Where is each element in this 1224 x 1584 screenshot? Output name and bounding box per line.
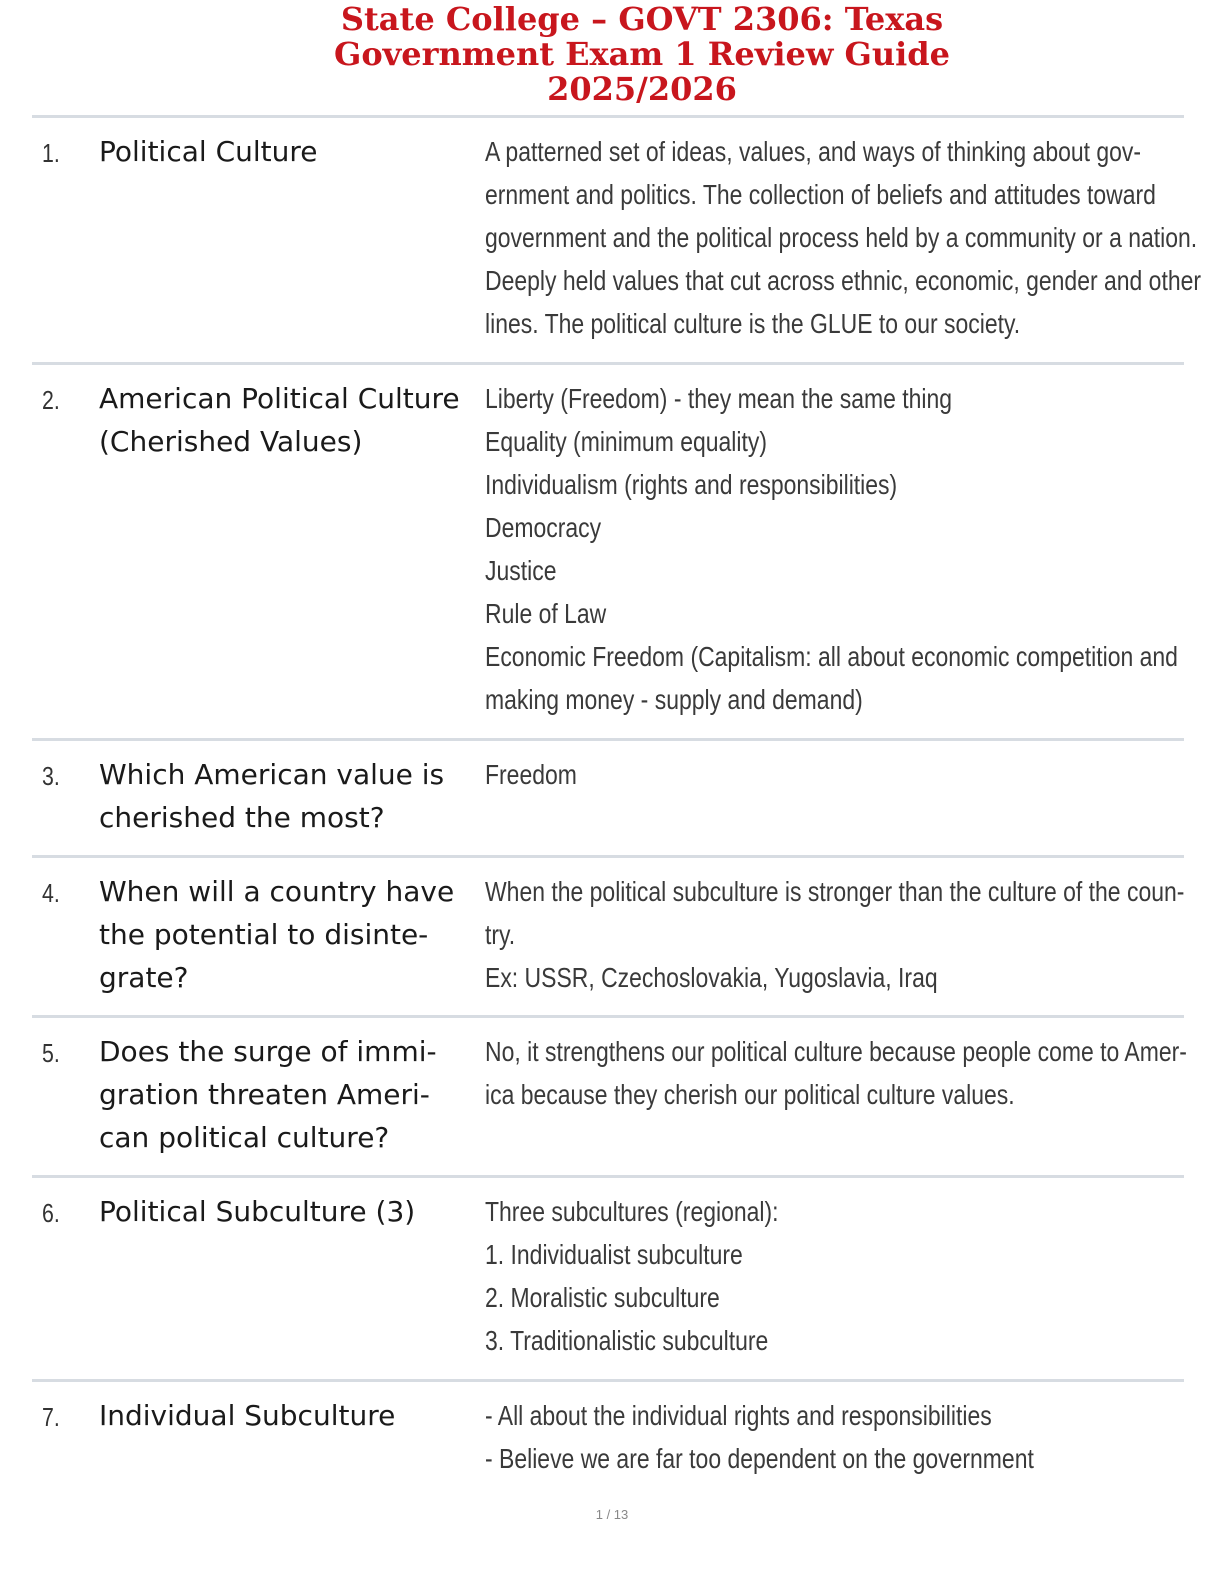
table-row bbox=[32, 1379, 1184, 1489]
definition-cell bbox=[485, 870, 1185, 999]
table-row bbox=[32, 1175, 1184, 1379]
title-line: 2025/2026 bbox=[547, 70, 737, 108]
definition-line: No, it strengthens our political culture because people come to Amer- bbox=[485, 1036, 1187, 1067]
definition-line: 1. Individualist subculture bbox=[485, 1239, 743, 1270]
definition-line: When the political subculture is stronger than the culture of the coun- bbox=[485, 876, 1185, 907]
term-cell bbox=[99, 377, 479, 463]
definition-line: Ex: USSR, Czechoslovakia, Yugoslavia, Iraq bbox=[485, 962, 938, 993]
row-number: 2. bbox=[42, 385, 60, 415]
title-line: Government Exam 1 Review Guide bbox=[334, 35, 950, 73]
row-number: 1. bbox=[42, 138, 60, 168]
term-line: Does the surge of immi- bbox=[99, 1035, 437, 1068]
term-cell bbox=[99, 1190, 479, 1233]
definition-line: try. bbox=[485, 919, 516, 950]
definition-line: Liberty (Freedom) - they mean the same thing bbox=[485, 383, 953, 414]
row-number: 3. bbox=[42, 761, 60, 791]
table-row bbox=[32, 738, 1184, 855]
term-line: cherished the most? bbox=[99, 801, 385, 834]
term-line: Political Culture bbox=[99, 135, 318, 168]
table-row bbox=[32, 1015, 1187, 1175]
table-row bbox=[32, 115, 1202, 362]
term-line: grate? bbox=[99, 961, 189, 994]
definition-line: Justice bbox=[485, 555, 557, 586]
definition-cell bbox=[485, 1030, 1187, 1116]
term-cell bbox=[99, 870, 479, 999]
definition-line: 3. Traditionalistic subculture bbox=[485, 1325, 769, 1356]
definition-line: Freedom bbox=[485, 759, 577, 790]
definition-cell bbox=[485, 377, 1178, 721]
term-cell bbox=[99, 753, 479, 839]
page-title bbox=[0, 2, 1224, 107]
definition-line: making money - supply and demand) bbox=[485, 684, 863, 715]
definition-cell bbox=[485, 130, 1202, 345]
definition-line: - Believe we are far too dependent on the government bbox=[485, 1443, 1034, 1474]
term-line: gration threaten Ameri- bbox=[99, 1078, 430, 1111]
definition-line: Rule of Law bbox=[485, 598, 607, 629]
definition-cell bbox=[485, 753, 1157, 796]
definition-line: 2. Moralistic subculture bbox=[485, 1282, 720, 1313]
table-row bbox=[32, 855, 1184, 1015]
term-cell bbox=[99, 130, 479, 173]
definition-line: Individualism (rights and responsibilities) bbox=[485, 469, 898, 500]
definition-line: government and the political process held by a community or a nation. bbox=[485, 222, 1198, 253]
term-line: Political Subculture (3) bbox=[99, 1195, 416, 1228]
term-cell bbox=[99, 1030, 479, 1159]
row-number: 7. bbox=[42, 1402, 60, 1432]
definition-line: ica because they cherish our political culture values. bbox=[485, 1079, 1015, 1110]
review-table bbox=[32, 115, 1202, 1489]
title-line: State College – GOVT 2306: Texas bbox=[340, 0, 944, 38]
row-number: 4. bbox=[42, 878, 60, 908]
page-indicator: 1 / 13 bbox=[595, 1507, 629, 1522]
definition-line: lines. The political culture is the GLUE to our society. bbox=[485, 308, 1021, 339]
term-line: can political culture? bbox=[99, 1121, 390, 1154]
row-number: 6. bbox=[42, 1198, 60, 1228]
term-line: Individual Subculture bbox=[99, 1399, 396, 1432]
term-line: When will a country have bbox=[99, 875, 455, 908]
term-cell bbox=[99, 1394, 479, 1437]
definition-line: Democracy bbox=[485, 512, 602, 543]
definition-line: ernment and politics. The collection of beliefs and attitudes toward bbox=[485, 179, 1156, 210]
definition-line: - All about the individual rights and responsibilities bbox=[485, 1400, 992, 1431]
definition-line: Economic Freedom (Capitalism: all about economic competition and bbox=[485, 641, 1178, 672]
table-row bbox=[32, 362, 1184, 738]
term-line: the potential to disinte- bbox=[99, 918, 429, 951]
definition-line: Deeply held values that cut across ethnic, economic, gender and other bbox=[485, 265, 1202, 296]
definition-cell bbox=[485, 1394, 1157, 1480]
term-line: Which American value is bbox=[99, 758, 445, 791]
definition-line: A patterned set of ideas, values, and ways of thinking about gov- bbox=[485, 136, 1142, 167]
definition-line: Three subcultures (regional): bbox=[485, 1196, 779, 1227]
definition-line: Equality (minimum equality) bbox=[485, 426, 767, 457]
row-number: 5. bbox=[42, 1038, 60, 1068]
term-line: (Cherished Values) bbox=[99, 425, 363, 458]
definition-cell bbox=[485, 1190, 1157, 1362]
term-line: American Political Culture bbox=[99, 382, 460, 415]
